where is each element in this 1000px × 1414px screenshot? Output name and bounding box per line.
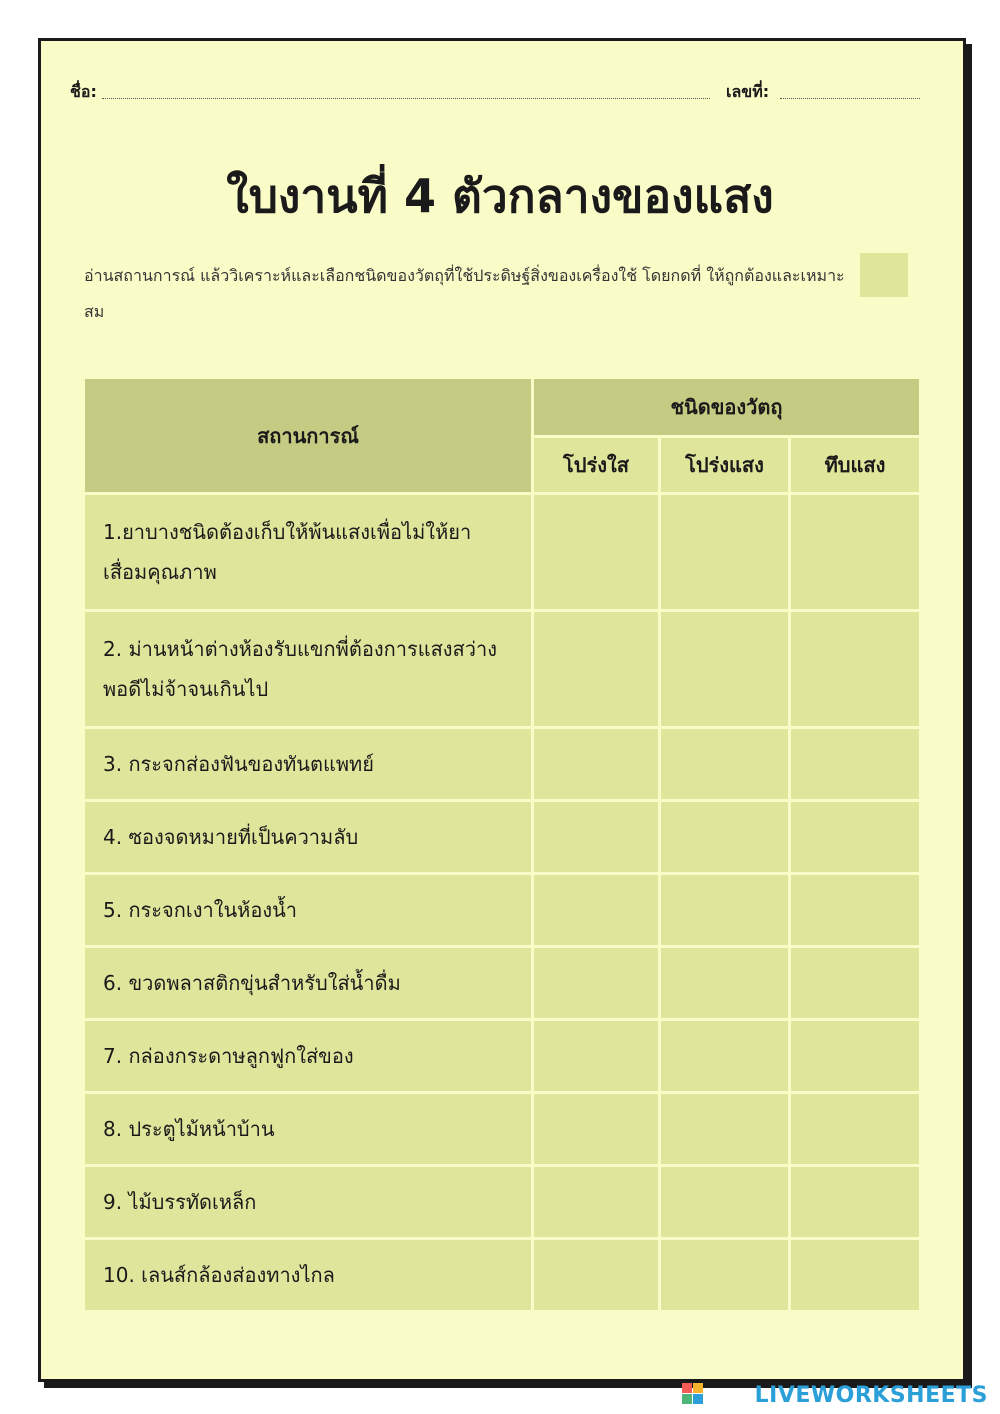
answer-cell-transparent[interactable] bbox=[534, 612, 658, 726]
situation-text: 7. กล่องกระดาษลูกฟูกใส่ของ bbox=[85, 1021, 531, 1091]
answer-cell-transparent[interactable] bbox=[534, 802, 658, 872]
answer-table bbox=[82, 376, 922, 1313]
table-row bbox=[85, 1167, 919, 1237]
answer-cell-translucent[interactable] bbox=[661, 495, 788, 609]
table-row bbox=[85, 1094, 919, 1164]
answer-cell-transparent[interactable] bbox=[534, 729, 658, 799]
situation-text: 5. กระจกเงาในห้องน้ำ bbox=[85, 875, 531, 945]
situation-text: 1.ยาบางชนิดต้องเก็บให้พ้นแสงเพื่อไม่ให้ยาเสื่อมคุณภาพ bbox=[85, 495, 531, 609]
situation-header: สถานการณ์ bbox=[85, 379, 531, 492]
situation-text: 3. กระจกส่องฟันของทันตแพทย์ bbox=[85, 729, 531, 799]
answer-cell-translucent[interactable] bbox=[661, 1094, 788, 1164]
col-opaque: ทึบแสง bbox=[791, 438, 919, 492]
answer-cell-translucent[interactable] bbox=[661, 729, 788, 799]
answer-cell-translucent[interactable] bbox=[661, 1167, 788, 1237]
answer-cell-opaque[interactable] bbox=[791, 802, 919, 872]
table-row bbox=[85, 729, 919, 799]
answer-cell-opaque[interactable] bbox=[791, 495, 919, 609]
answer-cell-transparent[interactable] bbox=[534, 1240, 658, 1310]
answer-cell-translucent[interactable] bbox=[661, 1021, 788, 1091]
situation-text: 9. ไม้บรรทัดเหล็ก bbox=[85, 1167, 531, 1237]
answer-cell-transparent[interactable] bbox=[534, 1167, 658, 1237]
answer-cell-transparent[interactable] bbox=[534, 1094, 658, 1164]
answer-cell-translucent[interactable] bbox=[661, 1240, 788, 1310]
situation-text: 10. เลนส์กล้องส่องทางไกล bbox=[85, 1240, 531, 1310]
answer-cell-opaque[interactable] bbox=[791, 1167, 919, 1237]
brand-logo-icon bbox=[682, 1383, 704, 1405]
table-row bbox=[85, 948, 919, 1018]
answer-cell-opaque[interactable] bbox=[791, 875, 919, 945]
answer-cell-translucent[interactable] bbox=[661, 802, 788, 872]
table-row bbox=[85, 1021, 919, 1091]
col-translucent: โปร่งแสง bbox=[661, 438, 788, 492]
answer-cell-opaque[interactable] bbox=[791, 729, 919, 799]
answer-cell-opaque[interactable] bbox=[791, 612, 919, 726]
table-row bbox=[85, 875, 919, 945]
answer-cell-translucent[interactable] bbox=[661, 612, 788, 726]
answer-cell-opaque[interactable] bbox=[791, 1094, 919, 1164]
situation-text: 6. ขวดพลาสติกขุ่นสำหรับใส่น้ำดื่ม bbox=[85, 948, 531, 1018]
answer-cell-opaque[interactable] bbox=[791, 1240, 919, 1310]
name-label: ชื่อ: bbox=[70, 82, 97, 101]
answer-box-sample bbox=[860, 253, 908, 297]
situation-text: 8. ประตูไม้หน้าบ้าน bbox=[85, 1094, 531, 1164]
answer-cell-transparent[interactable] bbox=[534, 1021, 658, 1091]
number-label: เลขที่: bbox=[726, 82, 770, 101]
material-type-header: ชนิดของวัตถุ bbox=[534, 379, 919, 435]
number-field bbox=[780, 98, 920, 99]
table-row bbox=[85, 495, 919, 609]
brand-wordmark: LIVEWORKSHEETS bbox=[754, 1383, 988, 1408]
situation-text: 2. ม่านหน้าต่างห้องรับแขกพี่ต้องการแสงสว่างพอดีไม่จ้าจนเกินไป bbox=[85, 612, 531, 726]
instructions: อ่านสถานการณ์ แล้ววิเคราะห์และเลือกชนิดของวัตถุที่ใช้ประดิษฐ์สิ่งของเครื่องใช้ โดยกดที่ ให้ถูกต้องและเหมาะสม bbox=[84, 266, 845, 321]
answer-cell-transparent[interactable] bbox=[534, 875, 658, 945]
table-row bbox=[85, 802, 919, 872]
answer-cell-transparent[interactable] bbox=[534, 948, 658, 1018]
answer-cell-transparent[interactable] bbox=[534, 495, 658, 609]
answer-cell-translucent[interactable] bbox=[661, 875, 788, 945]
table-row bbox=[85, 612, 919, 726]
table-row bbox=[85, 1240, 919, 1310]
answer-cell-opaque[interactable] bbox=[791, 948, 919, 1018]
name-field bbox=[102, 98, 710, 99]
answer-cell-opaque[interactable] bbox=[791, 1021, 919, 1091]
answer-cell-translucent[interactable] bbox=[661, 948, 788, 1018]
col-transparent: โปร่งใส bbox=[534, 438, 658, 492]
student-info-row bbox=[70, 80, 920, 104]
page-title: ใบงานที่ 4 ตัวกลางของแสง bbox=[226, 169, 774, 223]
situation-text: 4. ซองจดหมายที่เป็นความลับ bbox=[85, 802, 531, 872]
